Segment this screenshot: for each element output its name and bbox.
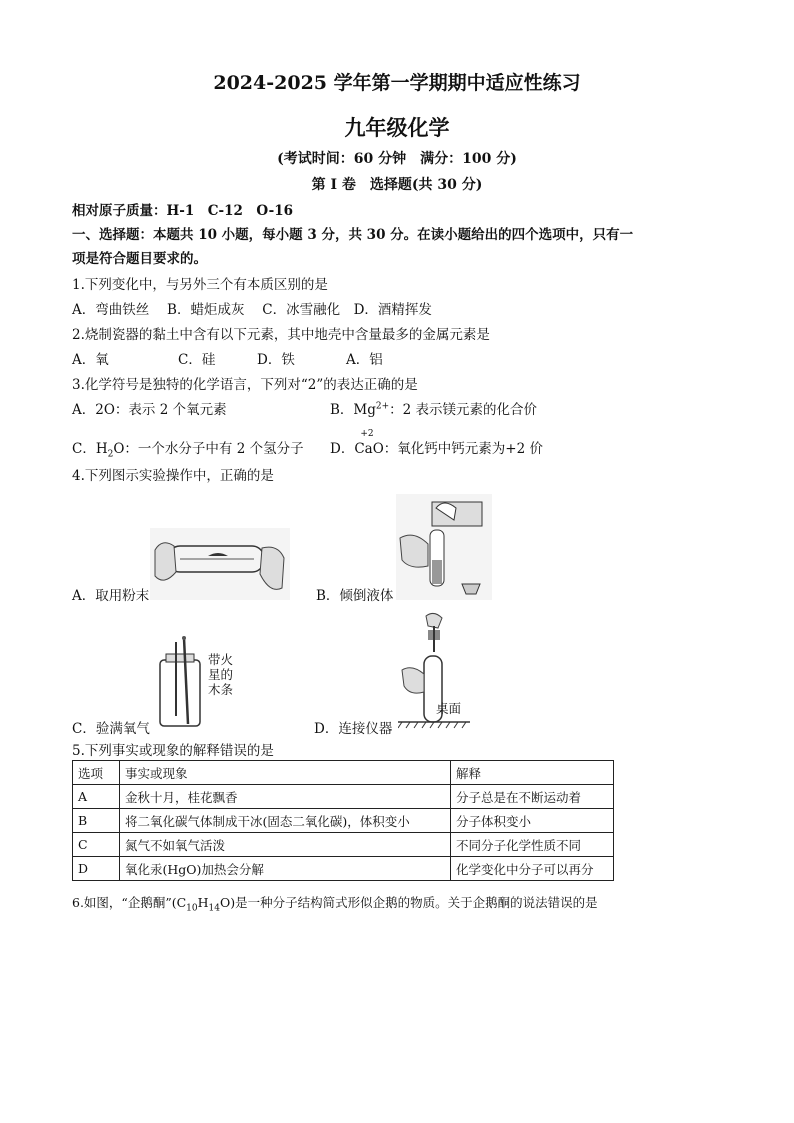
figure-pouring <box>396 494 492 600</box>
figure-d-label: 桌面 <box>436 701 462 716</box>
instructions-line2: 项是符合题目要求的。 <box>72 251 207 267</box>
q1-stem: 1.下列变化中，与另外三个有本质区别的是 <box>72 277 328 293</box>
table-cell: 分子体积变小 <box>451 809 614 833</box>
q2-option-d: A．铝 <box>346 352 383 368</box>
q3-option-a: A．2O：表示 2 个氧元素 <box>72 402 227 418</box>
table-cell: D <box>73 857 120 881</box>
q2-stem: 2.烧制瓷器的黏土中含有以下元素，其中地壳中含量最多的金属元素是 <box>72 327 490 343</box>
figure-powder <box>150 528 290 600</box>
section-title: 第 I 卷 选择题(共 30 分) <box>311 177 483 193</box>
q5-table <box>72 760 614 881</box>
table-cell: A <box>73 785 120 809</box>
q3-option-c: C．$H_2O$：一个水分子中有 2 个氢分子 <box>72 441 304 460</box>
subject-title: 九年级化学 <box>344 115 450 140</box>
table-cell: 化学变化中分子可以再分 <box>451 857 614 881</box>
q3-option-b: B．$Mg^{2+}$：2 表示镁元素的化合价 <box>330 401 538 418</box>
table-header-cell: 事实或现象 <box>120 761 451 785</box>
q4-stem: 4.下列图示实验操作中，正确的是 <box>72 468 274 484</box>
exam-title: 2024-2025 学年第一学期期中适应性练习 <box>213 72 581 94</box>
q6-stem: 6.如图，“企鹅酮$”(C_{10}H_{14}O)$是一种分子结构简式形似企鹅的物质。关于企鹅酮的说法错误的是 <box>72 895 598 914</box>
q2-option-b: C．硅 <box>178 352 216 368</box>
table-row <box>73 857 614 881</box>
q5-stem: 5.下列事实或现象的解释错误的是 <box>72 743 274 759</box>
q2-option-a: A．氧 <box>72 352 109 368</box>
q1-options: A．弯曲铁丝 B．蜡炬成灰 C．冰雪融化 D．酒精挥发 <box>72 302 432 318</box>
table-cell: 氧化汞(HgO)加热会分解 <box>120 857 451 881</box>
table-cell: 金秋十月，桂花飘香 <box>120 785 451 809</box>
table-cell: B <box>73 809 120 833</box>
table-header-cell: 选项 <box>73 761 120 785</box>
q4-option-d: D．连接仪器 <box>314 721 393 737</box>
table-cell: 分子总是在不断运动着 <box>451 785 614 809</box>
table-cell: 氮气不如氧气活泼 <box>120 833 451 857</box>
atomic-masses: 相对原子质量：H-1 C-12 O-16 <box>72 203 294 219</box>
table-cell: 不同分子化学性质不同 <box>451 833 614 857</box>
exam-info: (考试时间：60 分钟 满分：100 分) <box>277 151 517 167</box>
table-header-row <box>73 761 614 785</box>
q3-option-d: D． +2 CaO：氧化钙中钙元素为+2 价 <box>330 429 543 457</box>
figure-c-label: 带火 星的 木条 <box>208 652 234 697</box>
q3-stem: 3.化学符号是独特的化学语言，下列对“2”的表达正确的是 <box>72 377 418 393</box>
q4-option-a: A．取用粉末 <box>72 588 150 604</box>
table-row <box>73 809 614 833</box>
table-cell: 将二氧化碳气体制成干冰(固态二氧化碳)，体积变小 <box>120 809 451 833</box>
instructions-line1: 一、选择题：本题共 10 小题，每小题 3 分，共 30 分。在读小题给出的四个选项中，只有一 <box>72 227 634 243</box>
q4-option-c: C．验满氧气 <box>72 721 150 737</box>
table-cell: C <box>73 833 120 857</box>
q2-option-c: D．铁 <box>257 352 295 368</box>
table-header-cell: 解释 <box>451 761 614 785</box>
table-row <box>73 833 614 857</box>
table-row <box>73 785 614 809</box>
q4-option-b: B．倾倒液体 <box>316 588 394 604</box>
charge-label: +2 <box>360 429 374 439</box>
